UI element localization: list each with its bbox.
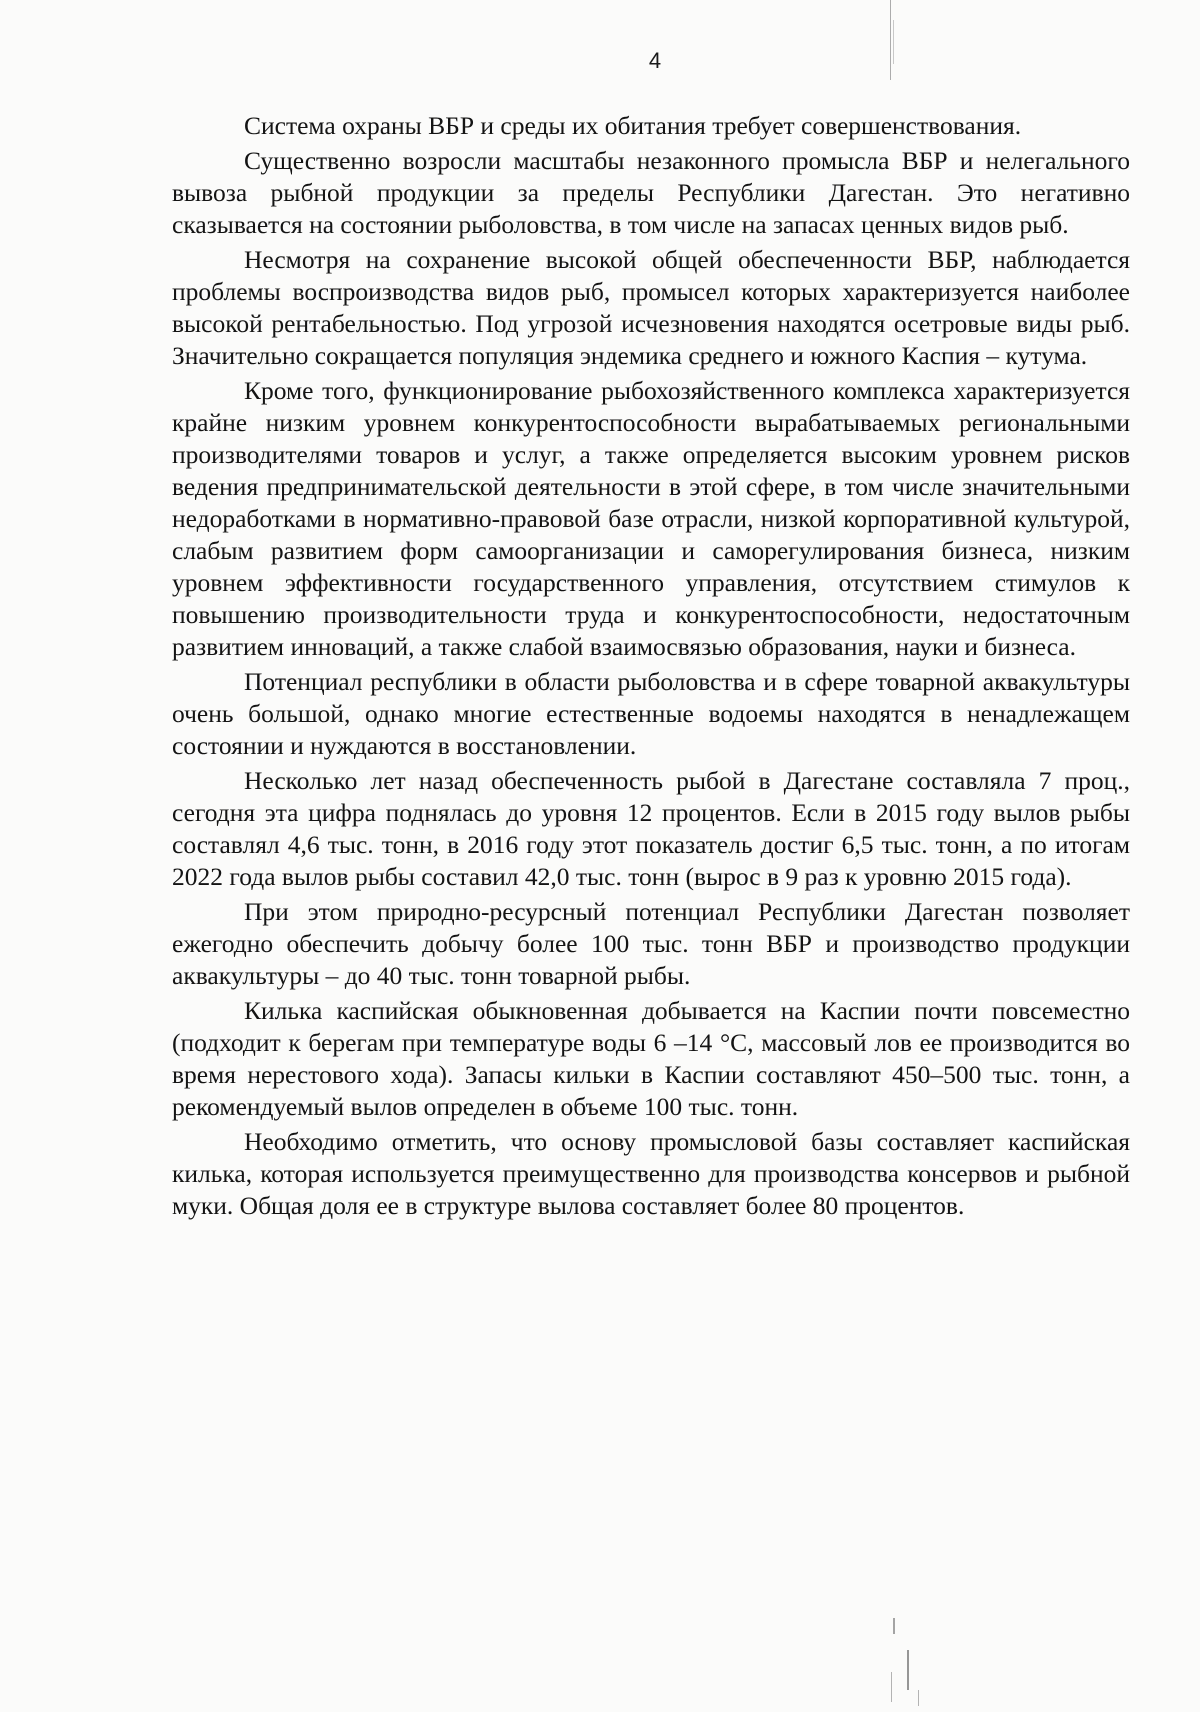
scan-edge-mark xyxy=(893,1618,895,1634)
paragraph-reproduction-problems: Несмотря на сохранение высокой общей обеспеченности ВБР, наблюдается проблемы воспроизводства видов рыб, промысел которых характеризуется наиболее высокой рентабельностью. Под угрозой исчезновения находятся осетровые виды рыб. Значительно сокращается популяция эндемика среднего и южного Каспия – кутума. xyxy=(172,245,1130,370)
paragraph-fishing-base: Необходимо отметить, что основу промысловой базы составляет каспийская килька, которая используется преимущественно для производства консервов и рыбной муки. Общая доля ее в структуре вылова составляет более 80 процентов. xyxy=(172,1127,1130,1220)
paragraph-caspian-sprat: Килька каспийская обыкновенная добывается на Каспии почти повсеместно (подходит к берегам при температуре воды 6 –14 °С, массовый лов ее производится во время нерестового хода). Запасы кильки в Каспии составляют 450–500 тыс. тонн, а рекомендуемый вылов определен в объеме 100 тыс. тонн. xyxy=(172,996,1130,1121)
scan-edge-mark xyxy=(891,1672,892,1702)
scan-edge-mark xyxy=(893,20,894,64)
scan-edge-mark xyxy=(907,1650,909,1690)
paragraph-resource-potential: При этом природно-ресурсный потенциал Республики Дагестан позволяет ежегодно обеспечить добычу более 100 тыс. тонн ВБР и производство продукции аквакультуры – до 40 тыс. тонн товарной рыбы. xyxy=(172,897,1130,990)
paragraph-competitiveness: Кроме того, функционирование рыбохозяйственного комплекса характеризуется крайне низким уровнем конкурентоспособности вырабатываемых региональными производителями товаров и услуг, а также определяется высоким уровнем рисков ведения предпринимательской деятельности в этой сфере, в том числе значительными недоработками в нормативно-правовой базе отрасли, низкой корпоративной культурой, слабым развитием форм самоорганизации и саморегулирования бизнеса, низким уровнем эффективности государственного управления, отсутствием стимулов к повышению производительности труда и конкурентоспособности, недостаточным развитием инноваций, а также слабой взаимосвязью образования, науки и бизнеса. xyxy=(172,376,1130,661)
paragraph-catch-statistics: Несколько лет назад обеспеченность рыбой в Дагестане составляла 7 проц., сегодня эта цифра поднялась до уровня 12 процентов. Если в 2015 году вылов рыбы составлял 4,6 тыс. тонн, в 2016 году этот показатель достиг 6,5 тыс. тонн, а по итогам 2022 года вылов рыбы составил 42,0 тыс. тонн (вырос в 9 раз к уровню 2015 года). xyxy=(172,766,1130,891)
scan-edge-mark xyxy=(918,1690,919,1706)
scan-edge-mark xyxy=(890,0,891,80)
page-number: 4 xyxy=(648,48,662,73)
paragraph-protection-system: Система охраны ВБР и среды их обитания требует совершенствования. xyxy=(244,111,1022,140)
document-body xyxy=(172,110,1130,1225)
paragraph-illegal-fishing: Существенно возросли масштабы незаконного промысла ВБР и нелегального вывоза рыбной продукции за пределы Республики Дагестан. Это негативно сказывается на состоянии рыболовства, в том числе на запасах ценных видов рыб. xyxy=(172,146,1130,239)
paragraph-aquaculture-potential: Потенциал республики в области рыболовства и в сфере товарной аквакультуры очень большой, однако многие естественные водоемы находятся в ненадлежащем состоянии и нуждаются в восстановлении. xyxy=(172,667,1130,760)
